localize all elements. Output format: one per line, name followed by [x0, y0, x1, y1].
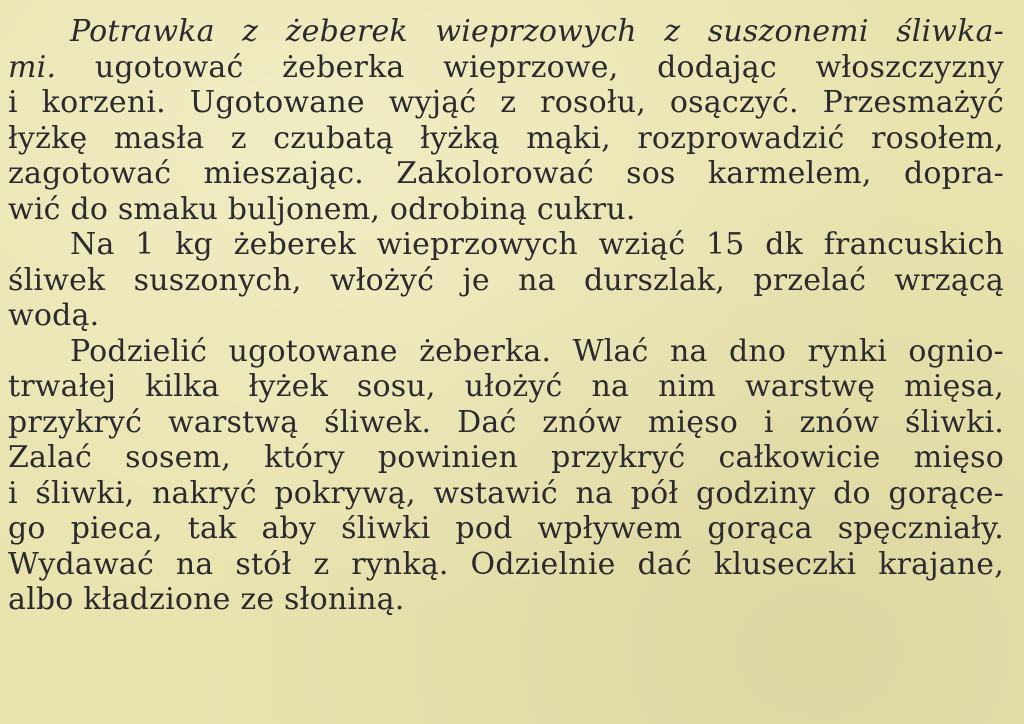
- paragraph-1: [8, 14, 1004, 227]
- text-line: Wydawać na stół z rynką. Odzielnie dać kluseczki krajane,: [8, 546, 1004, 582]
- recipe-title: Potrawka z żeberek wieprzowych z suszonemi śliwka-: [70, 14, 1004, 49]
- text-line-content: ugotować żeberka wieprzowe, dodając włoszczyzny: [94, 49, 1004, 85]
- text-line: i śliwki, nakryć pokrywą, wstawić na pół godziny do gorące-: [8, 475, 1004, 511]
- text-line: zagotować mieszając. Zakolorować sos karmelem, dopra-: [8, 156, 1004, 191]
- text-line: śliwek suszonych, włożyć je na durszlak, przelać wrzącą: [8, 262, 1004, 298]
- text-line: Podzielić ugotowane żeberka. Wlać na dno rynki ognio-: [70, 333, 1004, 369]
- text-line: trwałej kilka łyżek sosu, ułożyć na nim warstwę mięsa,: [8, 369, 1004, 404]
- recipe-title-end: mi.: [8, 49, 57, 85]
- paragraph-3: [8, 334, 1004, 618]
- text-line: przykryć warstwą śliwek. Dać znów mięso i znów śliwki.: [8, 404, 1004, 440]
- text-line: łyżkę masła z czubatą łyżką mąki, rozprowadzić rosołem,: [8, 120, 1004, 156]
- text-line: albo kładzione ze słoniną.: [8, 582, 405, 617]
- text-line: wodą.: [8, 298, 100, 333]
- paragraph-2: [8, 227, 1004, 334]
- text-line: [8, 50, 1004, 86]
- text-line: go pieca, tak aby śliwki pod wpływem gorąca spęczniały.: [8, 511, 1004, 546]
- text-line: Na 1 kg żeberek wieprzowych wziąć 15 dk francuskich: [70, 227, 1004, 262]
- text-line: Zalać sosem, który powinien przykryć całkowicie mięso: [8, 440, 1004, 475]
- text-line: i korzeni. Ugotowane wyjąć z rosołu, osączyć. Przesmażyć: [8, 85, 1004, 120]
- text-line: wić do smaku buljonem, odrobiną cukru.: [8, 191, 636, 227]
